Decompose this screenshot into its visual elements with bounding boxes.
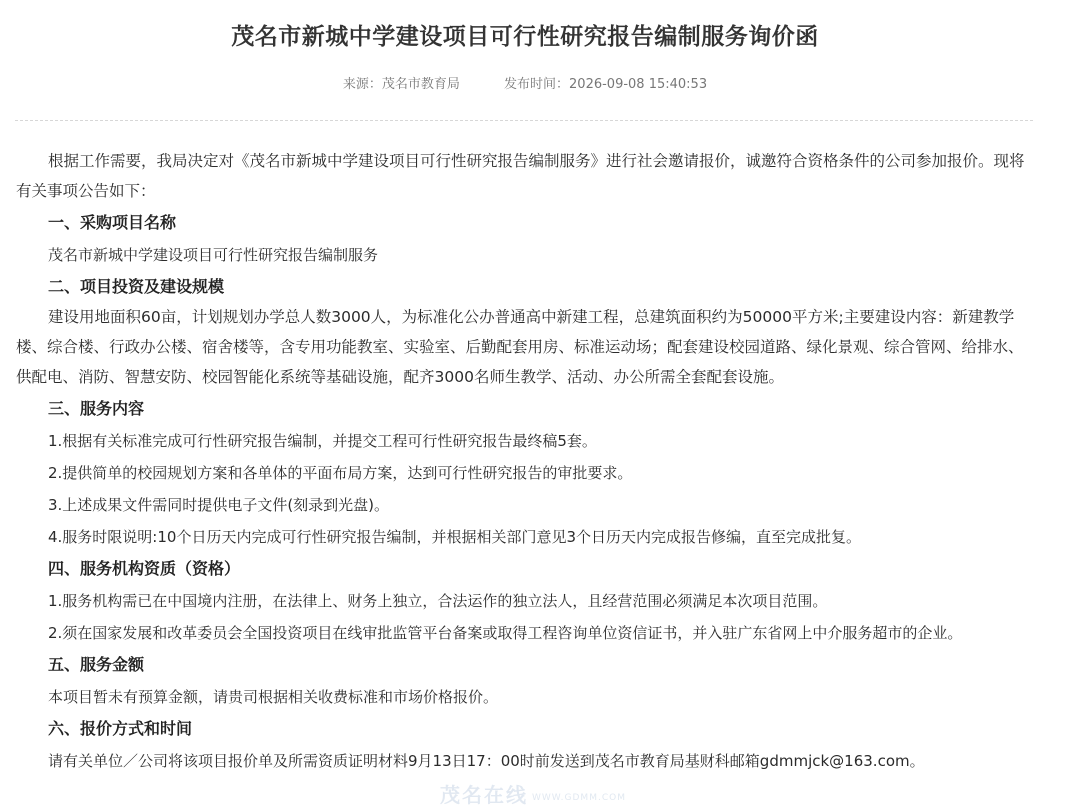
watermark-url: WWW.GDMM.COM <box>532 793 626 803</box>
article-publish-time: 发布时间：2026-09-08 15:40:53 <box>504 77 708 92</box>
qualification-item: 1.服务机构需已在中国境内注册，在法律上、财务上独立，合法运作的独立法人，且经营范围必须满足本次项目范围。 <box>48 592 828 610</box>
intro-paragraph: 根据工作需要，我局决定对《茂名市新城中学建设项目可行性研究报告编制服务》进行社会邀请报价，诚邀符合资格条件的公司参加报价。现将有关事项公告如下： <box>16 152 1025 200</box>
service-item: 2.提供简单的校园规划方案和各单体的平面布局方案，达到可行性研究报告的审批要求。 <box>48 464 633 482</box>
service-item: 3.上述成果文件需同时提供电子文件(刻录到光盘)。 <box>48 496 390 514</box>
section-heading-1: 一、采购项目名称 <box>48 213 177 232</box>
site-watermark <box>440 779 660 809</box>
section-text-5: 本项目暂未有预算金额，请贵司根据相关收费标准和市场价格报价。 <box>48 688 499 706</box>
article-title: 茂名市新城中学建设项目可行性研究报告编制服务询价函 <box>231 24 819 50</box>
section-text-2: 建设用地面积60亩，计划规划办学总人数3000人，为标准化公办普通高中新建工程，总建筑面积约为50000平方米;主要建设内容：新建教学楼、综合楼、行政办公楼、宿舍楼等，含专用功能教室、实验室、后勤配套用房、标准运动场；配套建设校园道路、绿化景观、综合管网、给排水、供配电、消防、智慧安防、校园智能化系统等基础设施，配齐3000名师生教学、活动、办公所需全套配套设施。 <box>16 308 1024 386</box>
divider <box>15 120 1033 121</box>
article-body <box>16 146 1036 776</box>
section-heading-3: 三、服务内容 <box>48 399 145 418</box>
article-meta <box>0 73 1050 92</box>
service-item: 4.服务时限说明:10个日历天内完成可行性研究报告编制，并根据相关部门意见3个日历天内完成报告修编，直至完成批复。 <box>48 528 862 546</box>
qualification-item: 2.须在国家发展和改革委员会全国投资项目在线审批监管平台备案或取得工程咨询单位资信证书，并入驻广东省网上中介服务超市的企业。 <box>48 624 963 642</box>
section-text-1: 茂名市新城中学建设项目可行性研究报告编制服务 <box>48 246 379 264</box>
section-text-6: 请有关单位／公司将该项目报价单及所需资质证明材料9月13日17：00时前发送到茂名市教育局基财科邮箱gdmmjck@163.com。 <box>48 752 925 770</box>
article-source: 来源：茂名市教育局 <box>342 77 460 92</box>
section-heading-5: 五、服务金额 <box>48 655 145 674</box>
section-heading-6: 六、报价方式和时间 <box>48 719 193 738</box>
section-heading-4: 四、服务机构资质（资格） <box>48 559 241 578</box>
watermark-logo: 茂名在线 <box>440 783 528 807</box>
section-heading-2: 二、项目投资及建设规模 <box>48 277 225 296</box>
service-item: 1.根据有关标准完成可行性研究报告编制，并提交工程可行性研究报告最终稿5套。 <box>48 432 597 450</box>
